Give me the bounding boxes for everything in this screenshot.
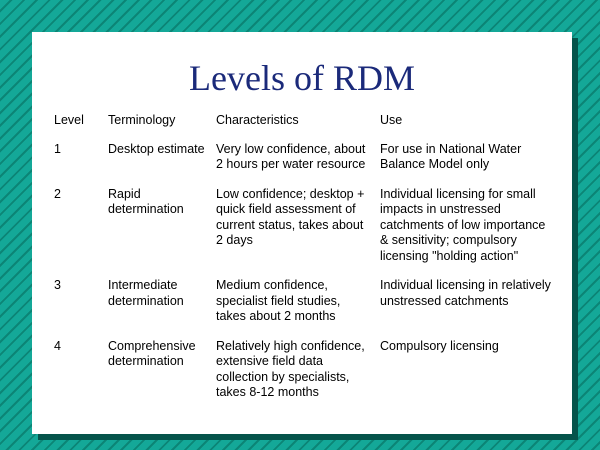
levels-table (54, 112, 564, 415)
slide-title: Levels of RDM (189, 58, 415, 98)
table-row (54, 142, 564, 187)
table-row (54, 187, 564, 279)
cell-terminology: Intermediate determination (108, 278, 184, 308)
cell-level: 3 (54, 278, 61, 292)
cell-characteristics: Very low confidence, about 2 hours per water resource (216, 141, 366, 171)
header-level: Level (54, 113, 84, 127)
cell-level: 1 (54, 141, 61, 156)
cell-use: Individual licensing in relatively unstressed catchments (380, 278, 551, 308)
slide (32, 32, 572, 434)
table-row (54, 278, 564, 339)
header-terminology: Terminology (108, 113, 176, 127)
cell-use: Individual licensing for small impacts in unstressed catchments of low importance & sensitivity; compulsory licensing "holding action" (380, 186, 546, 263)
cell-characteristics: Medium confidence, specialist field studies, takes about 2 months (216, 278, 341, 323)
cell-characteristics: Relatively high confidence, extensive field data collection by specialists, takes 8-12 months (216, 338, 365, 399)
cell-terminology: Rapid determination (108, 186, 184, 216)
cell-level: 2 (54, 186, 61, 201)
table-row (54, 339, 564, 415)
cell-terminology: Desktop estimate (108, 141, 205, 156)
cell-level: 4 (54, 338, 61, 353)
cell-use: For use in National Water Balance Model only (380, 141, 522, 171)
header-use: Use (380, 113, 403, 127)
cell-use: Compulsory licensing (380, 338, 499, 353)
table-header-row (54, 112, 564, 142)
cell-characteristics: Low confidence; desktop + quick field assessment of current status, takes about 2 days (216, 186, 365, 247)
header-characteristics: Characteristics (216, 113, 299, 127)
cell-terminology: Comprehensive determination (108, 338, 196, 368)
